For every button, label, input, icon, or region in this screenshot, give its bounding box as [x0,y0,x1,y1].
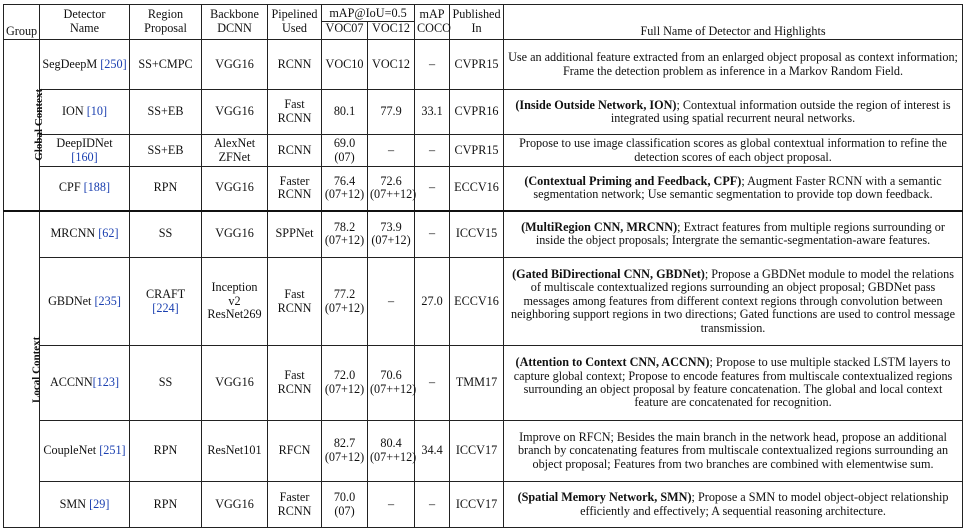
voc12-value: – [368,258,415,346]
coco-value: 34.4 [415,421,450,482]
voc12-line-2: (07++12) [370,187,417,202]
voc12-value [368,346,415,421]
detector-name: CoupleNet [43,443,97,458]
detector-name-cell [40,90,130,135]
table-row [4,211,963,258]
table-row [4,258,963,346]
detector-name-cell [40,167,130,211]
voc12-value: – [368,482,415,528]
table-row [4,421,963,482]
coco-value: 33.1 [415,90,450,135]
region-proposal: RPN [130,421,202,482]
published-venue: ECCV16 [450,258,504,346]
backbone: VGG16 [202,167,268,211]
citation-link[interactable]: [62] [98,226,119,241]
detector-name-cell [40,482,130,528]
pipeline-line-2: RCNN [277,503,312,518]
pipeline [268,167,322,211]
voc07-value: VOC10 [322,40,368,90]
voc07-value [322,135,368,167]
backbone: VGG16 [202,90,268,135]
pipeline: RCNN [268,40,322,90]
table-row [4,40,963,90]
highlight-fullname: (MultiRegion CNN, MRCNN) [521,219,678,234]
highlights-cell [504,421,963,482]
voc07-value [322,421,368,482]
region-proposal: RPN [130,167,202,211]
voc07-line-1: 70.0 [333,489,356,504]
highlight-text: Use an additional feature extracted from an enlarged object proposal as context information; Frame the detection problem as inference in a Markov Random Field. [508,50,958,78]
detector-name-cell [40,421,130,482]
highlights-cell [504,346,963,421]
table-row [4,135,963,167]
highlights-cell [504,211,963,258]
voc07-line-2: (07+12) [324,233,365,248]
header-map: mAP [415,5,450,22]
voc12-line-2: (07+12) [371,233,411,248]
highlight-text: ; Propose a GBDNet module to model the relations of multiscale contextualized regions surrounding an object proposal; GBDNet pass messages among features from different context regions through convolution between neighboring support regions in two directions; Gated functions are used to control message transmission. [510,266,956,335]
highlights-cell [504,135,963,167]
highlight-fullname: (Inside Outside Network, ION) [515,97,677,112]
published-venue: CVPR16 [450,90,504,135]
coco-value: – [415,211,450,258]
highlight-fullname: (Gated BiDirectional CNN, GBDNet) [512,266,705,281]
pipeline: RFCN [268,421,322,482]
header-region: Region [130,5,202,22]
published-venue: TMM17 [450,346,504,421]
voc07-line-1: 72.0 [333,368,356,383]
highlights-cell [504,40,963,90]
voc12-value [368,421,415,482]
header-voc12: VOC12 [368,22,415,40]
detector-name-cell [40,346,130,421]
header-coco: COCO [415,22,450,40]
voc12-line-1: 73.9 [380,219,402,234]
detector-name: SegDeepM [42,56,98,71]
voc07-value [322,167,368,211]
header-published: Published [450,5,504,22]
region-proposal [130,258,202,346]
voc07-line-1: 82.7 [333,436,356,451]
citation-link[interactable]: [235] [94,293,121,308]
detector-name: CPF [58,180,81,195]
highlight-text: ; Augment Faster RCNN with a semantic segmentation network; Use semantic segmentation to provide top down feedback. [533,173,942,202]
published-venue: ICCV17 [450,421,504,482]
highlight-text: Improve on RFCN; Besides the main branch in the network head, propose an additional branch by concatenating features from multiscale contextualized regions surrounding an object proposal; Features from two branches are combined with elementwise sum. [517,429,949,471]
citation-link[interactable]: [224] [152,300,179,315]
voc07-line-2: (07+12) [324,450,365,464]
header-row-1 [4,5,963,22]
citation-link[interactable]: [188] [83,180,111,195]
voc07-line-2: (07) [334,503,355,518]
detector-name: ION [61,104,84,119]
detector-name: MRCNN [50,226,96,241]
group-label-global: Global Context [33,89,46,162]
header-detector-2: Name [40,22,130,40]
pipeline-line-1: Fast [284,368,305,383]
detector-name: DeepIDNet [56,135,113,150]
detector-name: ACCNN [49,375,93,390]
voc07-line-2: (07+12) [324,382,365,396]
table-row [4,167,963,211]
highlight-text: ; Propose to use multiple stacked LSTM layers to capture global context; Propose to encode features from multiscale contextualized regions surrounding an object proposal by feature concatenation. The global and local context feature are concatenated for recognition. [513,355,953,410]
voc07-value [322,346,368,421]
voc07-line-2: (07+12) [324,300,365,315]
region-proposal: SS+EB [130,135,202,167]
voc07-value: 80.1 [322,90,368,135]
header-detector: Detector [40,5,130,22]
published-venue: ICCV15 [450,211,504,258]
backbone: ResNet101 [202,421,268,482]
region-proposal-name: CRAFT [145,286,186,301]
voc12-line-1: 80.4 [380,436,402,451]
pipeline [268,258,322,346]
voc07-line-2: (07+12) [324,187,365,202]
voc12-value: 77.9 [368,90,415,135]
region-proposal: SS [130,346,202,421]
coco-value: – [415,135,450,167]
voc12-value [368,167,415,211]
voc12-value [368,211,415,258]
group-label-local: Local Context [30,336,43,403]
citation-link[interactable]: [251] [99,443,126,458]
backbone [202,135,268,167]
detector-name-cell [40,40,130,90]
table-row [4,90,963,135]
pipeline: SPPNet [268,211,322,258]
header-published-2: In [450,22,504,40]
header-group: Group [4,5,40,40]
voc07-line-1: 78.2 [333,219,356,234]
pipeline [268,346,322,421]
coco-value: – [415,167,450,211]
voc12-value: VOC12 [368,40,415,90]
coco-value: 27.0 [415,258,450,346]
pipeline-line-1: Faster [279,489,310,504]
pipeline-line-2: RCNN [277,382,312,396]
coco-value: – [415,40,450,90]
detector-name-cell [40,211,130,258]
voc07-line-1: 76.4 [333,173,356,188]
header-backbone-2: DCNN [202,22,268,40]
voc12-line-2: (07++12) [370,382,417,396]
published-venue: ICCV17 [450,482,504,528]
highlight-fullname: (Attention to Context CNN, ACCNN) [515,355,710,370]
pipeline-line-2: RCNN [277,111,312,125]
citation-link[interactable]: [10] [86,104,108,119]
header-backbone: Backbone [202,5,268,22]
highlight-text: Propose to use image classification scores as global contextual information to refine the detection scores of each object proposal. [519,136,947,164]
group-global-context [4,40,46,211]
voc07-line-1: 77.2 [333,286,356,301]
citation-link[interactable]: [160] [71,149,98,164]
highlight-fullname: (Spatial Memory Network, SMN) [517,490,692,505]
highlight-text: ; Extract features from multiple regions surrounding or inside the object proposals; Intergrate the semantic-segmentation-aware features. [535,219,945,248]
backbone-line-1: AlexNet [213,135,256,150]
published-venue: CVPR15 [450,135,504,167]
pipeline-line-2: RCNN [277,187,312,202]
coco-value: – [415,482,450,528]
pipeline-line-1: Fast [284,286,305,301]
highlights-cell [504,90,963,135]
published-venue: ECCV16 [450,167,504,211]
backbone [202,258,268,346]
header-voc07: VOC07 [322,22,368,40]
detector-name: GBDNet [48,293,92,308]
header-pipelined: Pipelined [268,5,322,22]
citation-link[interactable]: [250] [100,56,127,71]
voc12-line-1: 70.6 [380,368,402,383]
voc07-line-2: (07) [334,149,355,164]
voc07-value [322,258,368,346]
pipeline-line-2: RCNN [277,300,312,315]
header-pipelined-2: Used [268,22,322,40]
highlight-text: ; Contextual information outside the region of interest is integrated using spatial recurrent neural networks. [610,97,951,125]
backbone: VGG16 [202,211,268,258]
detector-name-cell [40,135,130,167]
region-proposal: RPN [130,482,202,528]
voc12-value: – [368,135,415,167]
highlight-fullname: (Contextual Priming and Feedback, CPF) [524,173,742,188]
header-map-iou: mAP@IoU=0.5 [322,5,415,22]
table-row [4,482,963,528]
highlights-cell [504,482,963,528]
backbone: VGG16 [202,482,268,528]
backbone-line-2: ZFNet [218,149,251,164]
pipeline [268,482,322,528]
voc07-line-1: 69.0 [333,135,356,150]
header-highlights: Full Name of Detector and Highlights [504,5,963,40]
published-venue: CVPR15 [450,40,504,90]
group-local-context [4,211,43,528]
region-proposal: SS [130,211,202,258]
citation-link[interactable]: [29] [89,496,110,511]
backbone-line-1: Inception v2 [211,280,258,308]
region-proposal: SS+CMPC [130,40,202,90]
voc07-value [322,482,368,528]
highlight-text: ; Propose a SMN to model object-object relationship efficiently and effectively; A sequential reasoning architecture. [580,490,949,518]
coco-value: – [415,346,450,421]
highlights-cell [504,167,963,211]
table-row [4,346,963,421]
detector-name: SMN [59,496,87,511]
header-region-2: Proposal [130,22,202,40]
pipeline-line-1: Fast [284,97,305,112]
voc12-line-1: 72.6 [380,173,402,188]
voc12-line-2: (07++12) [370,450,417,464]
pipeline: RCNN [268,135,322,167]
backbone: VGG16 [202,40,268,90]
detector-name-cell [40,258,130,346]
pipeline [268,90,322,135]
highlights-cell [504,258,963,346]
pipeline-line-1: Faster [279,173,310,188]
backbone: VGG16 [202,346,268,421]
region-proposal: SS+EB [130,90,202,135]
citation-link[interactable]: [123] [92,375,120,390]
detector-comparison-table [3,4,963,528]
voc07-value [322,211,368,258]
backbone-line-2: ResNet269 [207,307,262,322]
